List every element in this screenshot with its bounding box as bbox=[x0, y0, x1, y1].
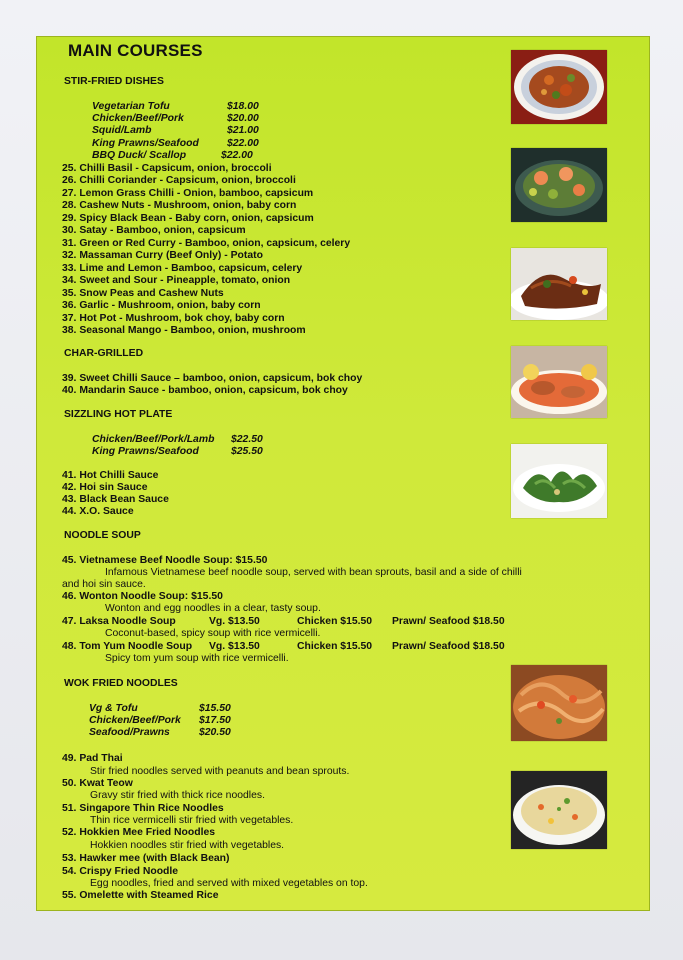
menu-item: 47. Laksa Noodle Soup bbox=[62, 616, 176, 627]
menu-item: 35. Snow Peas and Cashew Nuts bbox=[62, 288, 224, 299]
menu-item: 38. Seasonal Mango - Bamboo, onion, mushroom bbox=[62, 325, 306, 336]
menu-item: 55. Omelette with Steamed Rice bbox=[62, 890, 219, 901]
price-label: Seafood/Prawns bbox=[89, 727, 170, 738]
page-title: MAIN COURSES bbox=[68, 41, 203, 60]
item-description: Egg noodles, fried and served with mixed vegetables on top. bbox=[90, 878, 368, 889]
menu-item: 37. Hot Pot - Mushroom, bok choy, baby corn bbox=[62, 313, 285, 324]
menu-panel bbox=[36, 36, 650, 911]
menu-item: 31. Green or Red Curry - Bamboo, onion, capsicum, celery bbox=[62, 238, 351, 249]
menu-item: 46. Wonton Noodle Soup: $15.50 bbox=[62, 591, 223, 602]
food-photo-grilled bbox=[511, 346, 607, 418]
price-label: Chicken/Beef/Pork bbox=[92, 113, 184, 124]
menu-item: 26. Chilli Coriander - Capsicum, onion, broccoli bbox=[62, 175, 296, 186]
price-value: $25.50 bbox=[231, 446, 263, 457]
section-heading-wok-noodles: WOK FRIED NOODLES bbox=[64, 678, 178, 689]
item-description: Hokkien noodles stir fried with vegetables. bbox=[90, 840, 285, 851]
menu-item: 49. Pad Thai bbox=[62, 753, 123, 764]
section-heading-sizzling: SIZZLING HOT PLATE bbox=[64, 409, 173, 420]
menu-item: 25. Chilli Basil - Capsicum, onion, broccoli bbox=[62, 163, 272, 174]
section-heading-stir-fried: STIR-FRIED DISHES bbox=[64, 76, 164, 87]
price-value: Chicken $15.50 bbox=[297, 641, 373, 652]
menu-item: 28. Cashew Nuts - Mushroom, onion, baby corn bbox=[62, 200, 297, 211]
item-description: Thin rice vermicelli stir fried with vegetables. bbox=[90, 815, 294, 826]
price-label: Chicken/Beef/Pork/Lamb bbox=[92, 434, 215, 445]
item-description: Gravy stir fried with thick rice noodles. bbox=[90, 790, 265, 801]
menu-item: 52. Hokkien Mee Fried Noodles bbox=[62, 827, 216, 838]
menu-item: 29. Spicy Black Bean - Baby corn, onion, capsicum bbox=[62, 213, 314, 224]
menu-item: 41. Hot Chilli Sauce bbox=[62, 470, 159, 481]
price-label: Vg & Tofu bbox=[89, 703, 138, 714]
item-description: Stir fried noodles served with peanuts and bean sprouts. bbox=[90, 766, 350, 777]
menu-item: 51. Singapore Thin Rice Noodles bbox=[62, 803, 224, 814]
price-label: Chicken/Beef/Pork bbox=[89, 715, 181, 726]
price-label: Squid/Lamb bbox=[92, 125, 152, 136]
item-description: Spicy tom yum soup with rice vermicelli. bbox=[105, 653, 289, 664]
food-photo-fried-rice bbox=[511, 771, 607, 849]
section-heading-char-grilled: CHAR-GRILLED bbox=[64, 348, 144, 359]
food-photo-pad-thai bbox=[511, 665, 607, 741]
menu-item: 36. Garlic - Mushroom, onion, baby corn bbox=[62, 300, 261, 311]
price-value: Prawn/ Seafood $18.50 bbox=[392, 616, 505, 627]
menu-item: 45. Vietnamese Beef Noodle Soup: $15.50 bbox=[62, 555, 268, 566]
menu-item: 39. Sweet Chilli Sauce – bamboo, onion, capsicum, bok choy bbox=[62, 373, 363, 384]
food-photo-prawns bbox=[511, 148, 607, 222]
menu-item: 40. Mandarin Sauce - bamboo, onion, capsicum, bok choy bbox=[62, 385, 348, 396]
menu-item: 32. Massaman Curry (Beef Only) - Potato bbox=[62, 250, 263, 261]
menu-item: 54. Crispy Fried Noodle bbox=[62, 866, 179, 877]
price-value: $22.00 bbox=[221, 150, 253, 161]
price-value: Chicken $15.50 bbox=[297, 616, 373, 627]
price-value: Vg. $13.50 bbox=[209, 641, 260, 652]
price-value: $15.50 bbox=[199, 703, 231, 714]
menu-item: 33. Lime and Lemon - Bamboo, capsicum, celery bbox=[62, 263, 303, 274]
price-value: Prawn/ Seafood $18.50 bbox=[392, 641, 505, 652]
menu-item: 44. X.O. Sauce bbox=[62, 506, 134, 517]
section-heading-noodle-soup: NOODLE SOUP bbox=[64, 530, 141, 541]
price-value: $18.00 bbox=[227, 101, 259, 112]
price-label: Vegetarian Tofu bbox=[92, 101, 170, 112]
price-label: King Prawns/Seafood bbox=[92, 446, 199, 457]
price-value: Vg. $13.50 bbox=[209, 616, 260, 627]
item-description: Wonton and egg noodles in a clear, tasty soup. bbox=[105, 603, 321, 614]
menu-item: 27. Lemon Grass Chilli - Onion, bamboo, capsicum bbox=[62, 188, 314, 199]
menu-item: 42. Hoi sin Sauce bbox=[62, 482, 148, 493]
price-value: $22.50 bbox=[231, 434, 263, 445]
food-photo-greens bbox=[511, 444, 607, 518]
menu-item: 50. Kwat Teow bbox=[62, 778, 133, 789]
menu-item: 43. Black Bean Sauce bbox=[62, 494, 169, 505]
price-value: $21.00 bbox=[227, 125, 259, 136]
price-value: $22.00 bbox=[227, 138, 259, 149]
price-value: $20.00 bbox=[227, 113, 259, 124]
price-value: $17.50 bbox=[199, 715, 231, 726]
item-description: and hoi sin sauce. bbox=[62, 579, 146, 590]
item-description: Coconut-based, spicy soup with rice vermicelli. bbox=[105, 628, 321, 639]
food-photo-stir-fry bbox=[511, 50, 607, 124]
price-value: $20.50 bbox=[199, 727, 231, 738]
price-label: BBQ Duck/ Scallop bbox=[92, 150, 187, 161]
food-photo-noodle-plate bbox=[511, 248, 607, 320]
menu-item: 30. Satay - Bamboo, onion, capsicum bbox=[62, 225, 246, 236]
menu-item: 48. Tom Yum Noodle Soup bbox=[62, 641, 193, 652]
item-description: Infamous Vietnamese beef noodle soup, served with bean sprouts, basil and a side of chilli bbox=[105, 567, 522, 578]
menu-item: 53. Hawker mee (with Black Bean) bbox=[62, 853, 230, 864]
price-label: King Prawns/Seafood bbox=[92, 138, 199, 149]
menu-item: 34. Sweet and Sour - Pineapple, tomato, onion bbox=[62, 275, 291, 286]
